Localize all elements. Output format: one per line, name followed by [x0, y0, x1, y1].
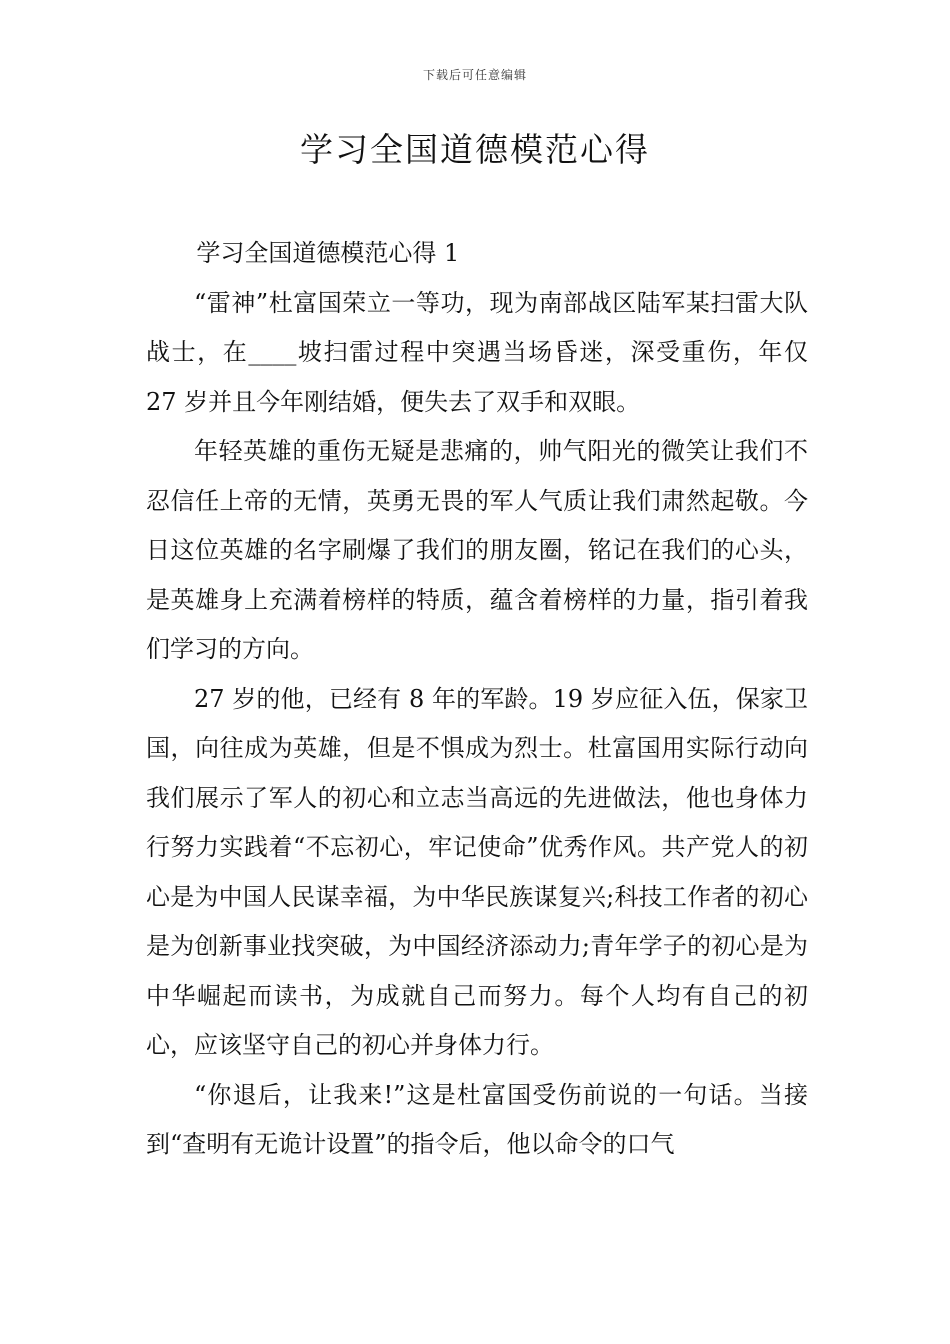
- paragraph-2: 年轻英雄的重伤无疑是悲痛的，帅气阳光的微笑让我们不忍信任上帝的无情，英勇无畏的军人气质让我们肃然起敬。今日这位英雄的名字刷爆了我们的朋友圈，铭记在我们的心头，是英雄身上充满着榜样的特质，蕴含着榜样的力量，指引着我们学习的方向。: [146, 437, 808, 663]
- paragraph-1: “雷神”杜富国荣立一等功，现为南部战区陆军某扫雷大队战士，在____坡扫雷过程中突遇当场昏迷，深受重伤，年仅 27 岁并且今年刚结婚，便失去了双手和双眼。: [146, 288, 808, 416]
- header-note: 下载后可任意编辑: [422, 68, 527, 82]
- paragraph-4: “你退后，让我来!”这是杜富国受伤前说的一句话。当接到“查明有无诡计设置”的指令后，他以命令的口气: [146, 1080, 808, 1158]
- section-subheading: 学习全国道德模范心得 1: [196, 239, 460, 267]
- paragraph-3: 27 岁的他，已经有 8 年的军龄。19 岁应征入伍，保家卫国，向往成为英雄，但是不惧成为烈士。杜富国用实际行动向我们展示了军人的初心和立志当高远的先进做法，他也身体力行努力实践着“不忘初心，牢记使命”优秀作风。共产党人的初心是为中国人民谋幸福，为中华民族谋复兴;科技工作者的初心是为创新事业找突破，为中国经济添动力;青年学子的初心是为中华崛起而读书，为成就自己而努力。每个人均有自己的初心，应该坚守自己的初心并身体力行。: [146, 684, 808, 1059]
- document-body: [146, 229, 808, 1170]
- document-title: 学习全国道德模范心得: [300, 130, 650, 169]
